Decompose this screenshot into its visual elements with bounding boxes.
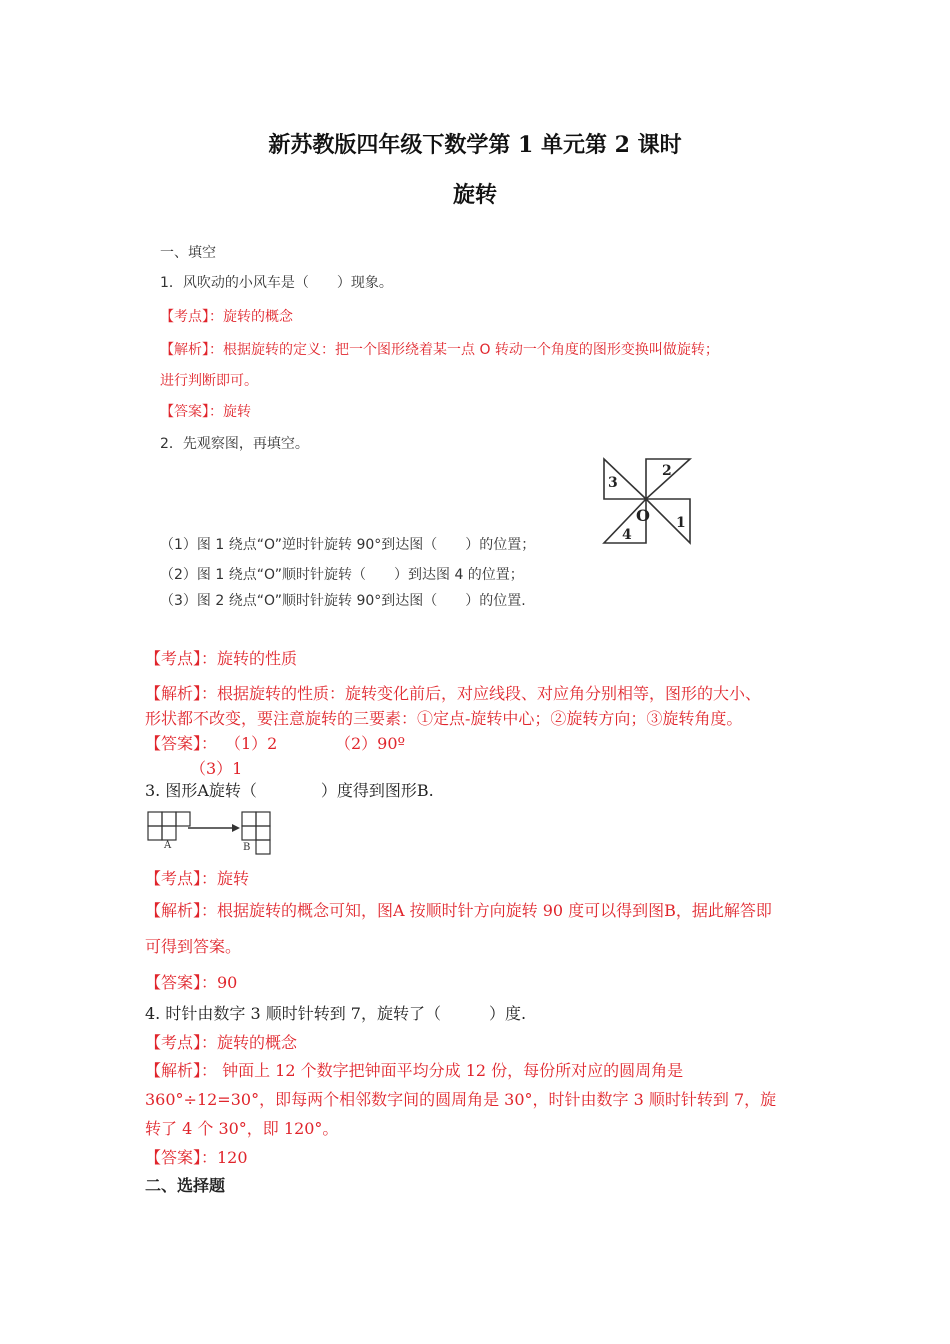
- shape-a-cell: [176, 812, 190, 826]
- page-title: 新苏教版四年级下数学第 1 单元第 2 课时: [268, 132, 682, 158]
- q2-sub2: （2）图 1 绕点“O”顺时针旋转（ ）到达图 4 的位置；: [160, 567, 524, 583]
- pinwheel-label-1: 1: [676, 515, 686, 531]
- q1-answer: 【答案】：旋转: [160, 404, 251, 420]
- section-heading-fill: 一、填空: [160, 245, 216, 261]
- q4-question: 4. 时针由数字 3 顺时针转到 7，旋转了（ ）度.: [145, 1004, 527, 1023]
- q2-answer-b: （2）90º: [335, 734, 406, 753]
- page-subtitle: 旋转: [452, 182, 497, 208]
- shape-a-cell: [148, 812, 162, 826]
- section-heading-choice: 二、选择题: [145, 1176, 226, 1195]
- pinwheel-figure: [598, 455, 694, 547]
- shape-a-cell: [148, 826, 162, 840]
- q1-jiexi-line1: 【解析】：根据旋转的定义：把一个图形绕着某一点 O 转动一个角度的图形变换叫做旋转；: [160, 342, 719, 358]
- q4-jiexi-line3: 转了 4 个 30°，即 120°。: [145, 1119, 339, 1138]
- q4-jiexi-line1: 【解析】： 钟面上 12 个数字把钟面平均分成 12 份，每份所对应的圆周角是: [145, 1061, 684, 1080]
- q4-answer: 【答案】：120: [145, 1148, 248, 1167]
- q2-sub3: （3）图 2 绕点“O”顺时针旋转 90°到达图（ ）的位置.: [160, 593, 526, 609]
- q1-jiexi-line2: 进行判断即可。: [160, 373, 258, 389]
- shape-b-cell: [256, 840, 270, 854]
- q2-jiexi-line1: 【解析】：根据旋转的性质：旋转变化前后，对应线段、对应角分别相等，图形的大小、: [145, 684, 762, 703]
- shape-b-cell: [256, 826, 270, 840]
- q2-question: 2．先观察图，再填空。: [160, 436, 309, 452]
- q1-question: 1．风吹动的小风车是（ ）现象。: [160, 275, 393, 291]
- pinwheel-label-4: 4: [622, 527, 632, 543]
- q2-answer-label: 【答案】：: [145, 734, 218, 753]
- pinwheel-label-2: 2: [662, 463, 672, 479]
- q3-answer: 【答案】：90: [145, 973, 238, 992]
- arrow-head: [232, 824, 240, 832]
- q4-kaodian: 【考点】：旋转的概念: [145, 1033, 298, 1052]
- q3-question: 3. 图形A旋转（ ）度得到图形B.: [145, 781, 434, 800]
- q4-jiexi-line2: 360°÷12=30°，即每两个相邻数字间的圆周角是 30°，时针由数字 3 顺时针转到 7，旋: [145, 1090, 777, 1109]
- q2-jiexi-line2: 形状都不改变，要注意旋转的三要素：①定点-旋转中心；②旋转方向；③旋转角度。: [145, 709, 743, 728]
- q2-sub1: （1）图 1 绕点“O”逆时针旋转 90°到达图（ ）的位置；: [160, 537, 536, 553]
- pinwheel-label-3: 3: [608, 475, 618, 491]
- q3-kaodian: 【考点】：旋转: [145, 869, 250, 888]
- shape-a-cell: [162, 812, 176, 826]
- q3-figure: [140, 804, 280, 860]
- pinwheel-label-center: O: [636, 506, 650, 525]
- shape-b-cell: [256, 812, 270, 826]
- shape-a-cell: [162, 826, 176, 840]
- shape-b-cell: [242, 826, 256, 840]
- q1-kaodian: 【考点】：旋转的概念: [160, 309, 293, 325]
- q2-kaodian: 【考点】：旋转的性质: [145, 649, 298, 668]
- q2-answer-c: （3）1: [190, 759, 243, 778]
- q3-jiexi-line2: 可得到答案。: [145, 937, 242, 956]
- q2-answer-a: （1）2: [225, 734, 278, 753]
- shape-b-label: B: [243, 842, 251, 853]
- shape-a-label: A: [164, 840, 172, 851]
- q3-jiexi-line1: 【解析】：根据旋转的概念可知，图A 按顺时针方向旋转 90 度可以得到图B，据此解答即: [145, 901, 772, 920]
- shape-b-cell: [242, 812, 256, 826]
